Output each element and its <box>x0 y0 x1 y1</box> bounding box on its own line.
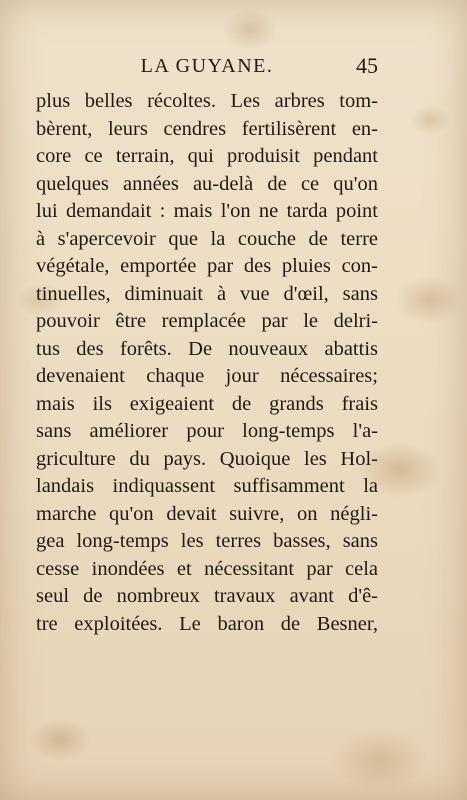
text-line: végétale, emportée par des pluies con- <box>36 255 378 277</box>
body-text <box>36 88 378 638</box>
running-head-title: LA GUYANE. <box>140 55 274 77</box>
text-line: tus des forêts. De nouveaux abattis <box>36 337 378 360</box>
text-line: devenaient chaque jour nécessaires; <box>36 365 378 387</box>
text-line: marche qu'on devait suivre, on négli- <box>36 502 378 525</box>
text-line: bèrent, leurs cendres fertilisèrent en- <box>36 117 378 140</box>
text-line: mais ils exigeaient de grands frais <box>36 392 378 415</box>
text-line: lui demandait : mais l'on ne tarda point <box>36 200 378 222</box>
text-line: plus belles récoltes. Les arbres tom- <box>36 90 378 112</box>
text-line: à s'apercevoir que la couche de terre <box>36 227 378 250</box>
text-line: cesse inondées et nécessitant par cela <box>36 557 378 580</box>
page-number: 45 <box>356 53 378 78</box>
text-line: landais indiquassent suffisamment la <box>36 475 378 497</box>
text-line: pouvoir être remplacée par le delri- <box>36 310 378 332</box>
text-line: core ce terrain, qui produisit pendant <box>36 145 378 167</box>
text-line: tre exploitées. Le baron de Besner, <box>36 612 378 635</box>
text-line: sans améliorer pour long-temps l'a- <box>36 420 378 442</box>
text-line: griculture du pays. Quoique les Hol- <box>36 447 378 470</box>
text-line: seul de nombreux travaux avant d'ê- <box>36 585 378 607</box>
text-line: tinuelles, diminuait à vue d'œil, sans <box>36 282 378 305</box>
text-line: quelques années au-delà de ce qu'on <box>36 172 378 195</box>
running-head <box>36 55 378 85</box>
show-through-text <box>235 662 375 698</box>
text-line: gea long-temps les terres basses, sans <box>36 530 378 552</box>
